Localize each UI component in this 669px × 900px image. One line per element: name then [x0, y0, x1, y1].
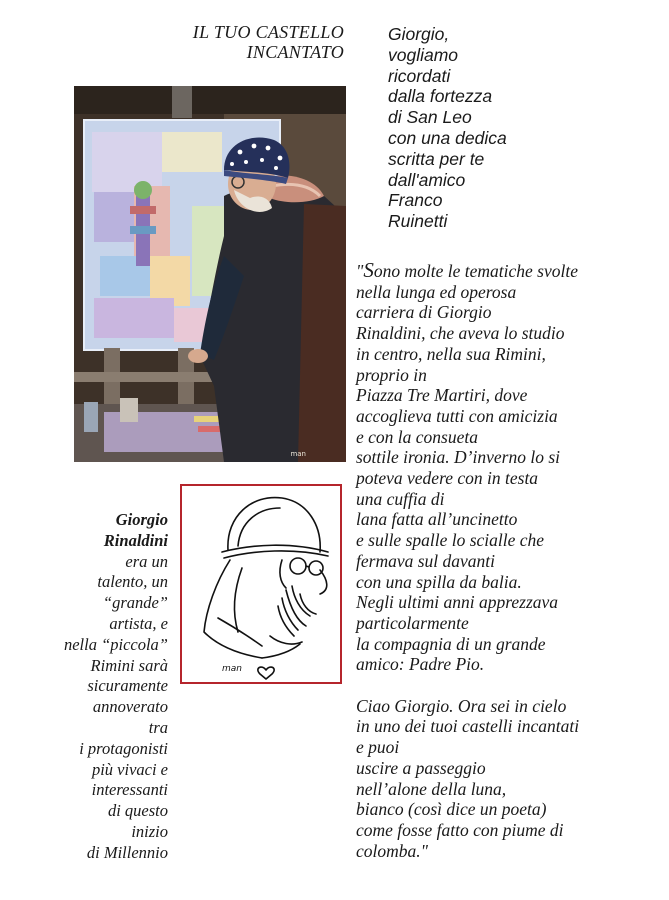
paragraph-gap [356, 675, 656, 696]
quote-line: colomba." [356, 840, 428, 861]
title-line: IL TUO CASTELLO [192, 22, 344, 42]
quote-line: Ciao Giorgio. Ora sei in cielo [356, 695, 567, 716]
painter-photo [74, 86, 346, 462]
quote-line: e con la consueta [356, 426, 478, 447]
tribute-line: “grande” [102, 593, 168, 613]
tribute-line: i protagonisti [79, 738, 168, 758]
dedication-line: di San Leo [388, 107, 472, 128]
tribute-line: inizio [131, 821, 168, 841]
tribute-name: Rinaldini [103, 530, 168, 550]
quote-line: in centro, nella sua Rimini, [356, 343, 546, 364]
dedication-line: Giorgio, [388, 24, 450, 44]
quote-line: e sulle spalle lo scialle che [356, 530, 545, 551]
dedication-line: vogliamo [388, 44, 459, 65]
quote-line: fermava sul davanti [356, 550, 496, 571]
tribute-line: era un [125, 551, 168, 571]
page-title [120, 22, 344, 62]
title-line: INCANTATO [246, 42, 344, 62]
dedication-line: ricordati [388, 65, 451, 86]
quote-line: con una spilla da balia. [356, 571, 522, 592]
quote-first-line [356, 260, 656, 282]
quote-line: una cuffia di [356, 488, 445, 509]
quote-open-mark: " [356, 261, 364, 281]
quote-line: Rinaldini, che aveva lo studio [356, 323, 565, 344]
quote-line: uscire a passeggio [356, 757, 486, 778]
painter-photo-illustration [74, 86, 346, 462]
tribute-line: talento, un [97, 572, 168, 592]
quote-first-line-rest: ono molte le tematiche svolte [373, 261, 578, 281]
quote-line: e puoi [356, 737, 400, 758]
caricature-drawing [182, 486, 340, 682]
caricature-frame [180, 484, 342, 684]
tribute-text [40, 510, 168, 864]
tribute-line: sicuramente [87, 676, 168, 696]
quote-line: accoglieva tutti con amicizia [356, 405, 558, 426]
quote-line: proprio in [356, 364, 427, 385]
tribute-line: annoverato [92, 697, 168, 717]
quote-line: sottile ironia. D’inverno lo si [356, 447, 560, 468]
tribute-line: di Millennio [86, 842, 168, 862]
dedication-text [388, 24, 618, 232]
photo-signature: man [290, 450, 306, 458]
tribute-line: nella “piccola” [63, 634, 168, 654]
quote-line: carriera di Giorgio [356, 302, 492, 323]
quote-line: la compagnia di un grande [356, 633, 546, 654]
quote-line: Negli ultimi anni apprezzava [356, 592, 559, 613]
tribute-line: interessanti [91, 780, 168, 800]
tribute-name: Giorgio [115, 510, 168, 529]
quote-line: Piazza Tre Martiri, dove [356, 385, 528, 406]
quote-line: in uno dei tuoi castelli incantati [356, 716, 580, 737]
tribute-line: tra [148, 717, 168, 737]
quote-line: nell’alone della luna, [356, 778, 507, 799]
quote-dropcap: S [363, 258, 374, 282]
dedication-line: dall'amico [388, 169, 466, 190]
quote-line: nella lunga ed operosa [356, 281, 517, 302]
quote-line: bianco (così dice un poeta) [356, 799, 547, 820]
tribute-line: artista, e [109, 613, 168, 633]
tribute-line: Rimini sarà [90, 655, 168, 675]
dedication-line: scritta per te [388, 148, 485, 169]
caricature-signature: man [222, 664, 242, 674]
dedication-line: Ruinetti [388, 211, 448, 232]
quote-line: amico: Padre Pio. [356, 654, 485, 675]
quote-line: come fosse fatto con piume di [356, 819, 564, 840]
dedication-line: con una dedica [388, 127, 507, 148]
quote-text [356, 260, 656, 861]
dedication-line: dalla fortezza [388, 86, 493, 107]
dedication-line: Franco [388, 190, 443, 211]
quote-line: lana fatta all’uncinetto [356, 509, 518, 530]
quote-line: particolarmente [356, 612, 469, 633]
tribute-line: di questo [107, 801, 168, 821]
tribute-line: più vivaci e [91, 759, 168, 779]
quote-line: poteva vedere con in testa [356, 468, 539, 489]
